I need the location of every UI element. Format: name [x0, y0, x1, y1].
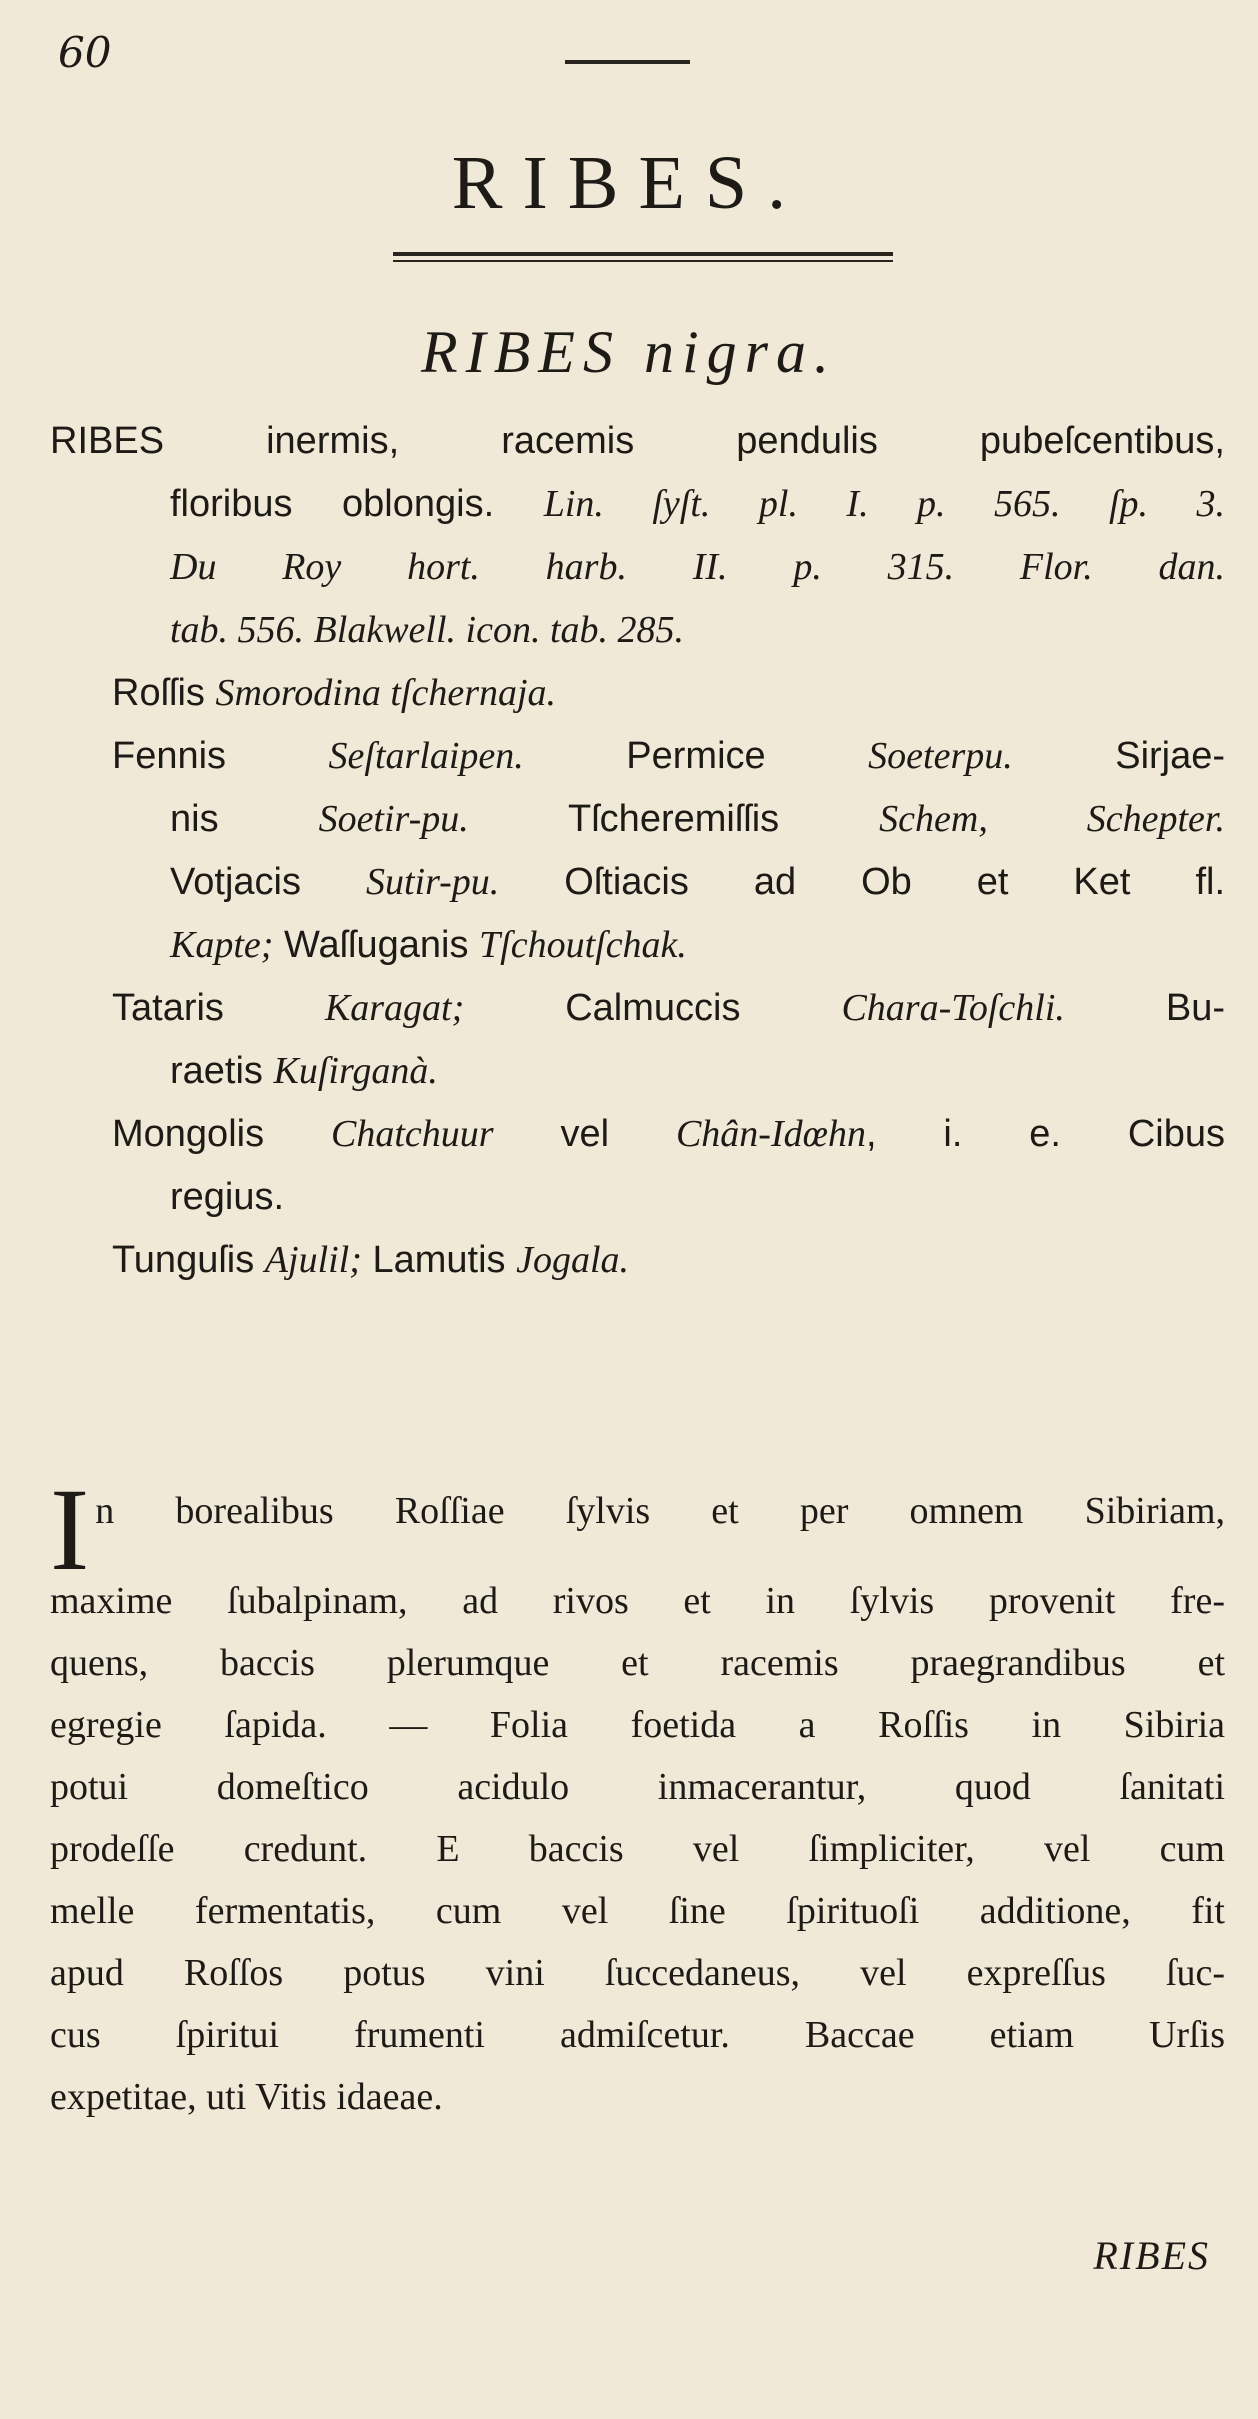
- body-line: quens, baccis plerumque et racemis praegrandibus et: [50, 1642, 1225, 1684]
- synonymy-line: [50, 725, 1225, 788]
- synonymy-line: [50, 536, 1225, 599]
- vernacular-name: Karagat;: [324, 987, 465, 1029]
- conjunction: vel: [560, 1113, 610, 1155]
- vernacular-name: Soetir-pu.: [318, 798, 469, 840]
- body-line: apud Roſſos potus vini ſuccedaneus, vel expreſſus ſuc-: [50, 1952, 1225, 1994]
- language-name: Lamutis: [372, 1239, 506, 1281]
- body-line: potui domeſtico acidulo inmacerantur, quod ſanitati: [50, 1766, 1225, 1808]
- page-number: 60: [58, 28, 112, 77]
- synonymy-line: [50, 788, 1225, 851]
- catchword: RIBES: [1093, 2233, 1210, 2278]
- language-name: Tataris: [112, 987, 224, 1029]
- species-heading: RIBES nigra.: [421, 319, 837, 385]
- vernacular-name: Chara-Toſchli.: [841, 987, 1065, 1029]
- gloss: regius.: [170, 1176, 285, 1218]
- vernacular-name: Chatchuur: [330, 1113, 494, 1155]
- vernacular-name: Ajulil;: [264, 1239, 362, 1281]
- language-name: Permice: [626, 735, 766, 777]
- language-name: Fennis: [112, 735, 227, 777]
- body-paragraph: [50, 1464, 1225, 2128]
- language-name: Waſſuganis: [284, 924, 469, 966]
- body-line: cus ſpiritui frumenti admiſcetur. Baccae etiam Urſis: [50, 2014, 1225, 2056]
- citation: tab. 556. Blakwell. icon. tab. 285.: [170, 609, 685, 651]
- language-name: Roſſis: [112, 672, 205, 714]
- diagnosis-text: RIBES inermis, racemis pendulis pubeſcentibus,: [50, 420, 1225, 462]
- title-rule: [393, 252, 893, 256]
- language-name: Tſcheremiſſis: [568, 798, 780, 840]
- vernacular-name: Tſchoutſchak.: [479, 924, 687, 966]
- citation: Du Roy hort. harb. II. p. 315. Flor. dan.: [170, 546, 1225, 588]
- synonymy-line: [50, 1040, 1225, 1103]
- synonymy-line: [50, 410, 1225, 473]
- body-line: n borealibus Roſſiae ſylvis et per omnem Sibiriam,: [95, 1490, 1225, 1532]
- body-line: maxime ſubalpinam, ad rivos et in ſylvis provenit fre-: [50, 1580, 1225, 1622]
- vernacular-name: Sutir-pu.: [365, 861, 500, 903]
- body-line: prodeſſe credunt. E baccis vel ſimpliciter, vel cum: [50, 1828, 1225, 1870]
- gloss: , i. e. Cibus: [865, 1113, 1226, 1155]
- synonymy-line: [50, 851, 1225, 914]
- synonymy-line: [50, 977, 1225, 1040]
- synonymy-line: [50, 914, 1225, 977]
- body-line: melle fermentatis, cum vel ſine ſpirituoſi additione, fit: [50, 1890, 1225, 1932]
- language-name: Sirjae-: [1115, 735, 1226, 777]
- language-name: Mongolis: [112, 1113, 265, 1155]
- header-rule: [565, 60, 690, 64]
- synonymy-line: [50, 473, 1225, 536]
- language-name: Bu-: [1165, 987, 1226, 1029]
- language-name: Tunguſis: [112, 1239, 255, 1281]
- language-name: Calmuccis: [565, 987, 741, 1029]
- language-name: nis: [170, 798, 219, 840]
- language-name: Votjacis: [170, 861, 301, 903]
- synonymy-line: [50, 1229, 1225, 1292]
- diagnosis-text: floribus oblongis.: [170, 483, 495, 525]
- vernacular-name: Chân-Idœhn: [675, 1113, 866, 1155]
- vernacular-name: Schem, Schepter.: [879, 798, 1225, 840]
- vernacular-name: Soeterpu.: [868, 735, 1013, 777]
- title-rule-thin: [393, 260, 893, 262]
- vernacular-name: Kapte;: [170, 924, 274, 966]
- synonymy-block: [50, 410, 1225, 1292]
- drop-cap: I: [50, 1464, 90, 1595]
- language-name: Oſtiacis ad Ob et Ket fl.: [564, 861, 1226, 903]
- vernacular-name: Smorodina tſchernaja.: [215, 672, 557, 714]
- citation: Lin. ſyſt. pl. I. p. 565. ſp. 3.: [543, 483, 1226, 525]
- body-line: egregie ſapida. — Folia foetida a Roſſis in Sibiria: [50, 1704, 1225, 1746]
- vernacular-name: Kuſirganà.: [273, 1050, 438, 1092]
- vernacular-name: Seſtarlaipen.: [328, 735, 524, 777]
- synonymy-line: [50, 1103, 1225, 1166]
- vernacular-name: Jogala.: [516, 1239, 630, 1281]
- synonymy-line: [50, 1166, 1225, 1229]
- synonymy-line: [50, 662, 1225, 725]
- language-name: raetis: [170, 1050, 263, 1092]
- genus-title: RIBES.: [451, 141, 807, 225]
- body-line: expetitae, uti Vitis idaeae.: [50, 2076, 443, 2118]
- synonymy-line: [50, 599, 1225, 662]
